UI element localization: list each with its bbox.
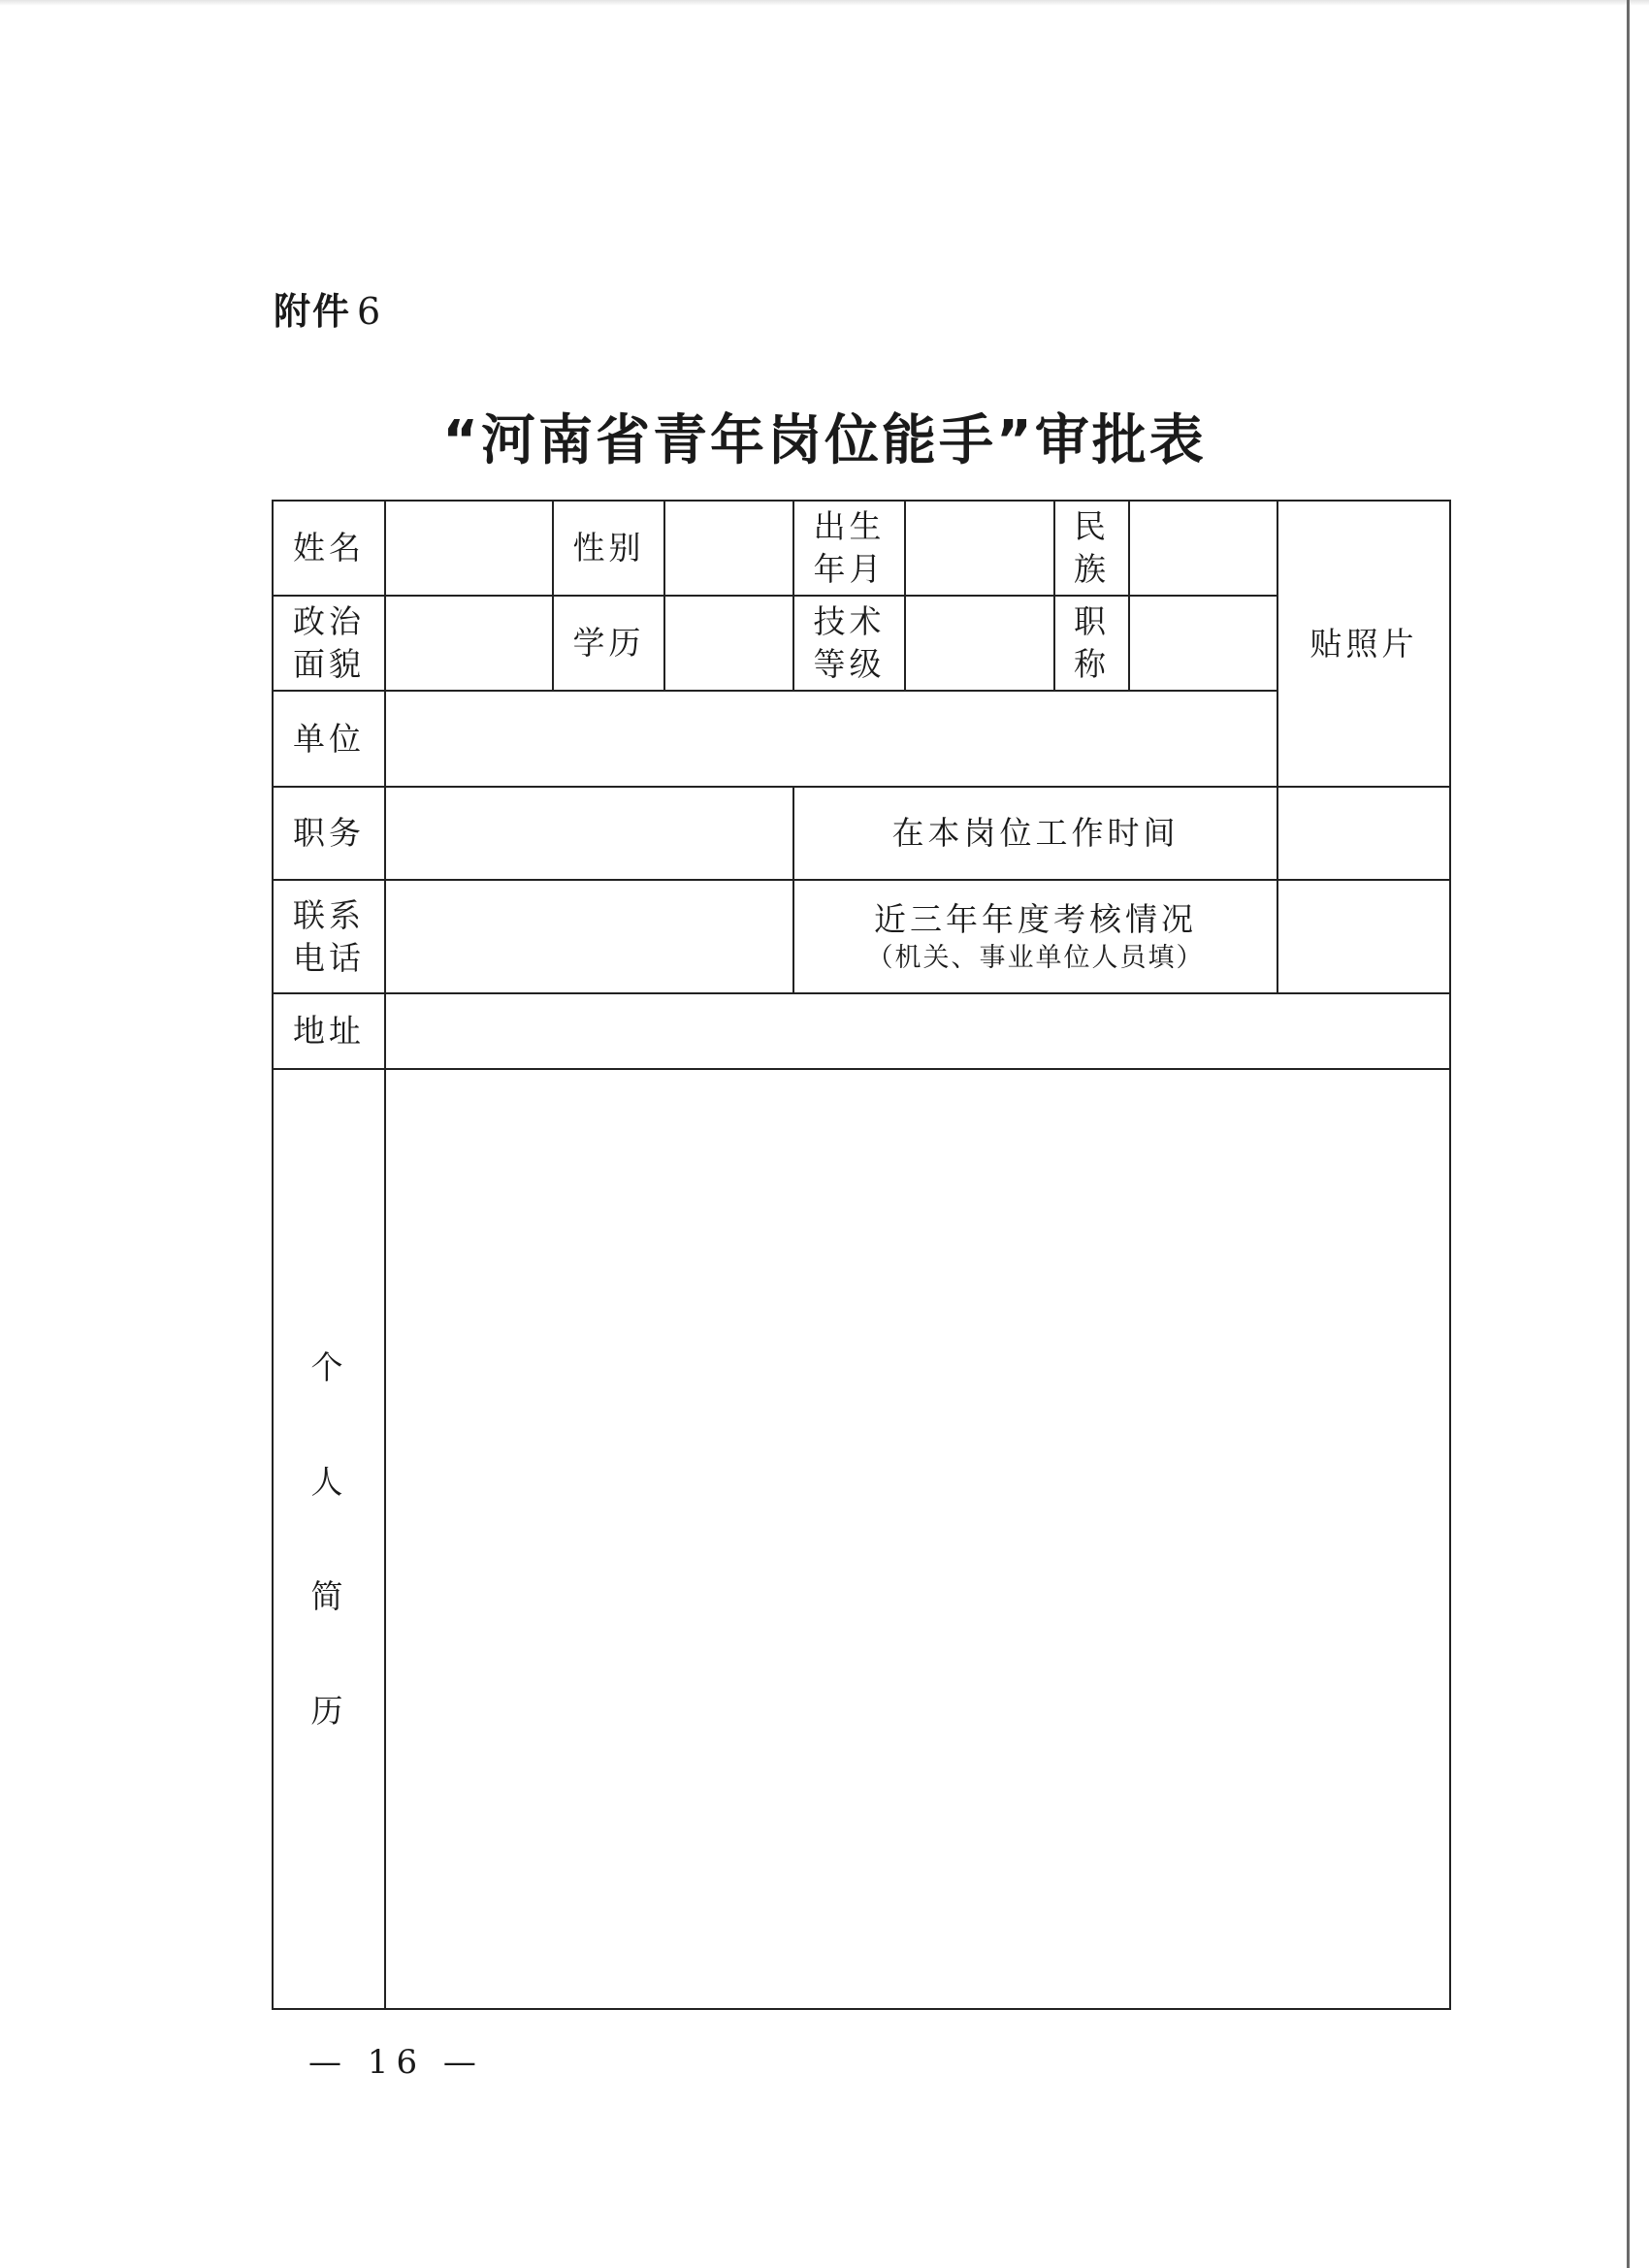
- resume-char-4: 历: [310, 1691, 347, 1730]
- label-political-2: 面貌: [293, 645, 365, 683]
- field-ethnicity[interactable]: [1129, 501, 1277, 596]
- approval-form-table: [272, 500, 1451, 2010]
- field-birth[interactable]: [905, 501, 1054, 596]
- label-position: 职务: [273, 787, 385, 880]
- resume-char-1: 个: [310, 1347, 347, 1386]
- field-name[interactable]: [385, 501, 553, 596]
- field-position[interactable]: [385, 787, 793, 880]
- label-title-1: 职: [1074, 602, 1110, 640]
- label-phone-2: 电话: [293, 938, 365, 977]
- label-unit: 单位: [273, 691, 385, 787]
- label-work-time: 在本岗位工作时间: [793, 787, 1277, 880]
- label-title: [1054, 596, 1129, 691]
- label-birth: [793, 501, 905, 596]
- label-address: 地址: [273, 993, 385, 1069]
- label-education: 学历: [553, 596, 664, 691]
- label-political-1: 政治: [293, 602, 365, 640]
- label-phone: [273, 880, 385, 993]
- photo-box[interactable]: 贴照片: [1277, 501, 1450, 787]
- attachment-label: [274, 281, 382, 335]
- label-skill: [793, 596, 905, 691]
- resume-char-3: 简: [310, 1576, 347, 1615]
- field-assessment[interactable]: [1277, 880, 1450, 993]
- label-assessment: [793, 880, 1277, 993]
- label-name: 姓名: [273, 501, 385, 596]
- form-title: “河南省青年岗位能手”审批表: [442, 409, 1207, 472]
- field-phone[interactable]: [385, 880, 793, 993]
- field-unit[interactable]: [385, 691, 1277, 787]
- field-education[interactable]: [664, 596, 793, 691]
- field-title[interactable]: [1129, 596, 1277, 691]
- label-ethnicity-2: 族: [1074, 550, 1110, 588]
- label-birth-2: 年月: [813, 550, 886, 588]
- attachment-number: 6: [357, 290, 383, 333]
- label-assessment-main: 近三年年度考核情况: [874, 899, 1197, 938]
- field-work-time[interactable]: [1277, 787, 1450, 880]
- field-political[interactable]: [385, 596, 553, 691]
- field-gender[interactable]: [664, 501, 793, 596]
- scan-edge-line: [1627, 0, 1630, 2268]
- attachment-text: 附件: [274, 290, 352, 333]
- label-assessment-note: （机关、事业单位人员填）: [866, 942, 1205, 973]
- label-title-2: 称: [1074, 645, 1110, 683]
- label-gender: 性别: [553, 501, 664, 596]
- field-address[interactable]: [385, 993, 1450, 1069]
- label-skill-2: 等级: [813, 645, 886, 683]
- label-ethnicity-1: 民: [1074, 507, 1110, 545]
- label-political: [273, 596, 385, 691]
- field-skill[interactable]: [905, 596, 1054, 691]
- label-ethnicity: [1054, 501, 1129, 596]
- label-phone-1: 联系: [293, 895, 365, 934]
- page-number: — 16 —: [308, 2043, 484, 2082]
- scan-top-shade: [0, 0, 1649, 6]
- field-resume[interactable]: [385, 1069, 1450, 2009]
- label-birth-1: 出生: [813, 507, 886, 545]
- resume-char-2: 人: [310, 1462, 347, 1501]
- resume-vertical-label: [274, 1346, 384, 1733]
- label-resume: [273, 1069, 385, 2009]
- label-skill-1: 技术: [813, 602, 886, 640]
